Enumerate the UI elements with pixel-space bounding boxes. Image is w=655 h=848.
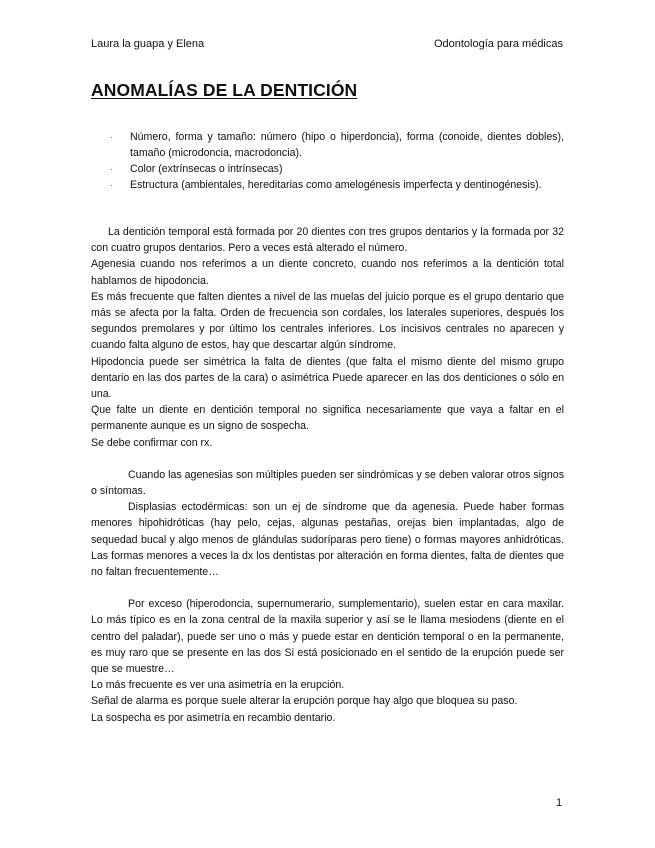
bullet-text: Color (extrínsecas o intrínsecas) bbox=[130, 163, 283, 175]
paragraph: Señal de alarma es porque suele alterar la erupción porque hay algo que bloquea su paso. bbox=[91, 695, 518, 708]
bullet-dot-icon: · bbox=[110, 132, 113, 142]
header-right-course: Odontología para médicas bbox=[433, 38, 563, 50]
bullet-list bbox=[110, 129, 564, 193]
paragraph-gap bbox=[91, 580, 564, 596]
page-number: 1 bbox=[556, 797, 563, 809]
paragraph: Por exceso (hiperodoncia, supernumerario, sumplementario), suelen estar en cara maxilar. Lo más típico es en la zona central de la maxila superior y así se le llama mesiodens (diente en el centro del paladar), puede ser uno o más y puede estar en dentición temporal o en la permanente, es muy raro que se presente en las dos Si está posicionado en el sentido de la erupción puede ser que se muestre… bbox=[91, 598, 564, 676]
document-body bbox=[91, 224, 564, 726]
bullet-item bbox=[110, 177, 564, 193]
paragraph: Lo más frecuente es ver una asimetría en la erupción. bbox=[91, 679, 345, 692]
paragraph: Que falte un diente en dentición temporal no significa necesariamente que vaya a faltar en el permanente aunque es un signo de sospecha. bbox=[91, 404, 564, 433]
paragraph: La sospecha es por asimetría en recambio dentario. bbox=[91, 711, 336, 724]
paragraph: La dentición temporal está formada por 20 dientes con tres grupos dentarios y la formada por 32 con cuatro grupos dentarios. Pero a veces está alterado el número. bbox=[91, 226, 564, 255]
bullet-dot-icon: · bbox=[110, 164, 113, 174]
bullet-text: Estructura (ambientales, hereditarias como amelogénesis imperfecta y dentinogénesis). bbox=[130, 179, 542, 191]
paragraph: Es más frecuente que falten dientes a nivel de las muelas del juicio porque es el grupo dentario que más se afecta por la falta. Orden de frecuencia son cordales, los laterales superiores, después los segundos premolares y por último los centrales inferiores. Los incisivos centrales no aparecen y cuando falta alguno de estos, hay que descartar algún síndrome. bbox=[91, 290, 564, 352]
document-title: ANOMALÍAS DE LA DENTICIÓN bbox=[91, 80, 358, 100]
bullet-text: Número, forma y tamaño: número (hipo o hiperdoncia), forma (conoide, dientes dobles), tamaño (microdoncia, macrodoncia). bbox=[130, 131, 564, 159]
bullet-item bbox=[110, 129, 564, 161]
bullet-dot-icon: · bbox=[110, 180, 113, 190]
page-header bbox=[91, 38, 563, 54]
bullet-item bbox=[110, 161, 564, 177]
paragraph: Cuando las agenesias son múltiples pueden ser sindrómicas y se deben valorar otros signos o síntomas. bbox=[91, 468, 564, 498]
paragraph: Agenesia cuando nos referimos a un diente concreto, cuando nos referimos a la dentición total hablamos de hipodoncia. bbox=[91, 258, 564, 287]
paragraph-gap bbox=[91, 451, 564, 467]
paragraph: Se debe confirmar con rx. bbox=[91, 436, 213, 449]
paragraph: Displasias ectodérmicas: son un ej de síndrome que da agenesia. Puede haber formas menores hipohidróticas (hay pelo, cejas, algunas pestañas, orejas bien implantadas, algo de sequedad bucal y algo menos de glándulas sudoríparas pero tiene) o formas mayores anhidróticas. Las formas menores a veces la dx los dentistas por alteración en forma dientes, falta de dientes que no faltan frecuentemente… bbox=[91, 501, 564, 579]
header-left-authors: Laura la guapa y Elena bbox=[91, 38, 205, 50]
paragraph: Hipodoncia puede ser simétrica la falta de dientes (que falta el mismo diente del mismo grupo dentario en las dos partes de la cara) o asimétrica Puede aparecer en las dos denticiones o sólo en una. bbox=[91, 355, 564, 401]
